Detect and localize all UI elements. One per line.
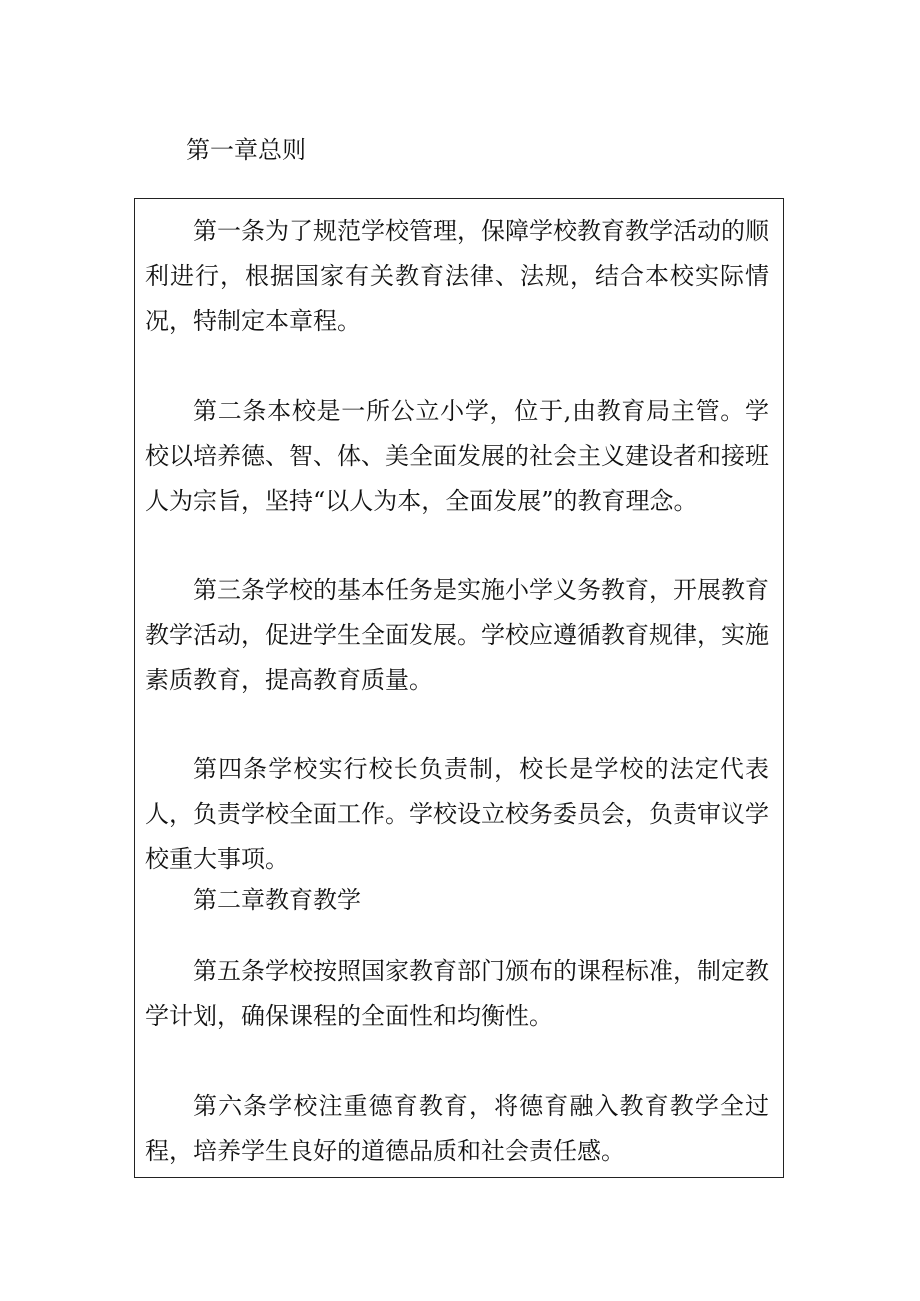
article-4-paragraph: 第四条学校实行校长负责制，校长是学校的法定代表人，负责学校全面工作。学校设立校务委员会，负责审议学校重大事项。 [145,755,769,873]
article-5-paragraph: 第五条学校按照国家教育部门颁布的课程标准，制定教学计划，确保课程的全面性和均衡性。 [145,957,769,1030]
article-2-paragraph: 第二条本校是一所公立小学，位于,由教育局主管。学校以培养德、智、体、美全面发展的社会主义建设者和接班人为宗旨，坚持“以人为本，全面发展”的教育理念。 [145,397,769,515]
article-1-paragraph: 第一条为了规范学校管理，保障学校教育教学活动的顺利进行，根据国家有关教育法律、法规，结合本校实际情况，特制定本章程。 [145,217,769,335]
chapter-heading-general-provisions: 第一章总则 [186,136,306,164]
article-6-paragraph: 第六条学校注重德育教育，将德育融入教育教学全过程，培养学生良好的道德品质和社会责任感。 [145,1092,769,1165]
chapter-heading-education-teaching: 第二章教育教学 [193,886,361,914]
article-3-paragraph: 第三条学校的基本任务是实施小学义务教育，开展教育教学活动，促进学生全面发展。学校应遵循教育规律，实施素质教育，提高教育质量。 [145,576,769,694]
bordered-text-box [134,198,784,1178]
